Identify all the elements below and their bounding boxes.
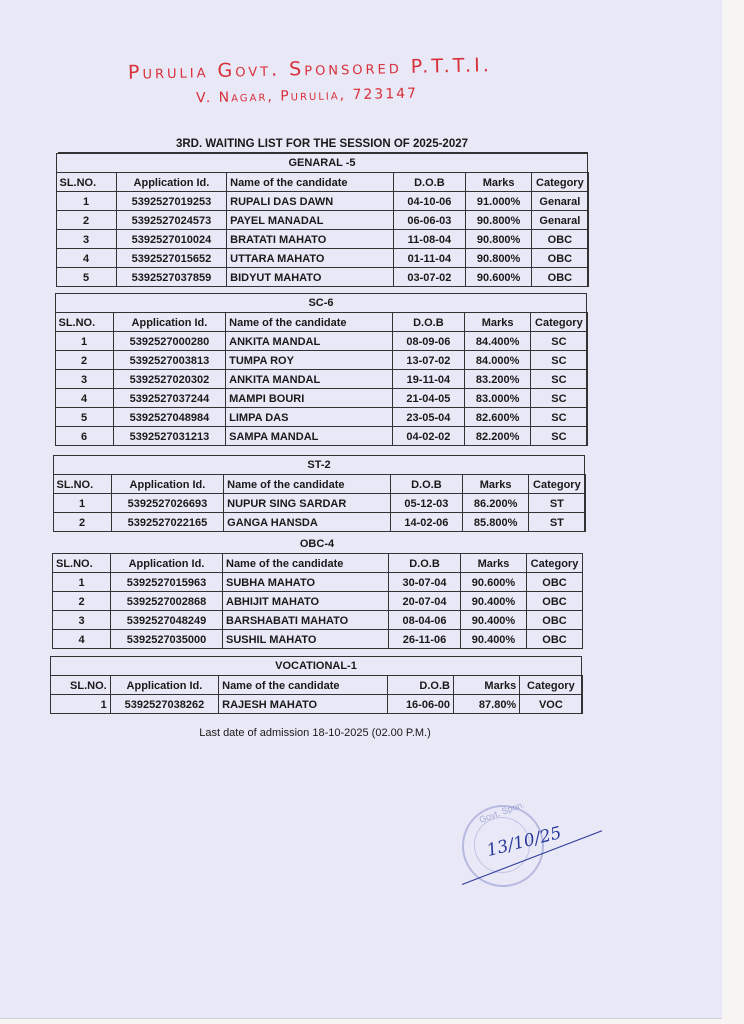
cell-marks: 90.400%: [461, 611, 527, 630]
cell-sl: 3: [55, 370, 113, 389]
cell-marks: 84.000%: [465, 351, 531, 370]
column-header-app-id: Application Id.: [111, 554, 223, 573]
table-row: [53, 630, 583, 649]
cell-category: SC: [531, 332, 587, 351]
cell-marks: 84.400%: [465, 332, 531, 351]
table-row: [53, 513, 585, 532]
table-header-row: [50, 676, 582, 695]
section-sc: [55, 293, 587, 446]
column-header-name: Name of the candidate: [223, 554, 389, 573]
cell-sl: 5: [56, 268, 116, 287]
cell-app-id: 5392527048249: [111, 611, 223, 630]
cell-sl: 6: [55, 427, 113, 446]
column-header-marks: Marks: [466, 173, 532, 192]
table-header-row: [55, 313, 587, 332]
cell-category: OBC: [527, 573, 583, 592]
cell-app-id: 5392527026693: [111, 494, 223, 513]
cell-dob: 16-06-00: [387, 695, 453, 714]
cell-category: OBC: [532, 230, 588, 249]
cell-dob: 04-10-06: [393, 192, 465, 211]
table-row: [56, 230, 588, 249]
cell-marks: 91.000%: [466, 192, 532, 211]
cell-dob: 26-11-06: [389, 630, 461, 649]
cell-sl: 5: [55, 408, 113, 427]
cell-app-id: 5392527002868: [111, 592, 223, 611]
cell-name: SAMPA MANDAL: [226, 427, 393, 446]
cell-sl: 3: [56, 230, 116, 249]
waiting-list-table: [53, 474, 586, 532]
column-header-sl: SL.NO.: [53, 554, 111, 573]
cell-marks: 82.600%: [465, 408, 531, 427]
cell-name: PAYEL MANADAL: [227, 211, 394, 230]
stamp-text: Govt. Spon.: [477, 799, 526, 825]
column-header-category: Category: [520, 676, 582, 695]
cell-dob: 04-02-02: [392, 427, 464, 446]
cell-marks: 82.200%: [465, 427, 531, 446]
admission-deadline-note: Last date of admission 18-10-2025 (02.00 P.M.): [199, 727, 431, 739]
column-header-category: Category: [527, 554, 583, 573]
section-obc: [52, 535, 582, 649]
table-row: [56, 192, 588, 211]
column-header-name: Name of the candidate: [224, 475, 391, 494]
cell-app-id: 5392527024573: [116, 211, 226, 230]
cell-name: RUPALI DAS DAWN: [227, 192, 394, 211]
cell-app-id: 5392527037244: [113, 389, 225, 408]
cell-app-id: 5392527019253: [116, 192, 226, 211]
section-heading: OBC-4: [299, 538, 335, 550]
column-header-category: Category: [529, 475, 585, 494]
table-row: [50, 695, 582, 714]
cell-dob: 23-05-04: [392, 408, 464, 427]
cell-sl: 2: [53, 513, 111, 532]
cell-marks: 86.200%: [463, 494, 529, 513]
cell-category: OBC: [527, 630, 583, 649]
table-row: [55, 427, 587, 446]
column-header-name: Name of the candidate: [226, 313, 393, 332]
cell-app-id: 5392527022165: [111, 513, 223, 532]
cell-name: TUMPA ROY: [226, 351, 393, 370]
cell-dob: 21-04-05: [392, 389, 464, 408]
cell-dob: 14-02-06: [390, 513, 462, 532]
cell-name: ABHIJIT MAHATO: [223, 592, 389, 611]
cell-sl: 1: [56, 192, 116, 211]
institute-name-handwritten: Purulia Govt. Sponsored P.T.T.I.: [127, 54, 492, 84]
cell-name: MAMPI BOURI: [226, 389, 393, 408]
cell-marks: 87.80%: [453, 695, 519, 714]
column-header-app-id: Application Id.: [111, 475, 223, 494]
cell-dob: 08-04-06: [389, 611, 461, 630]
table-row: [55, 351, 587, 370]
section-general: [56, 153, 588, 287]
cell-dob: 08-09-06: [392, 332, 464, 351]
table-header-row: [53, 475, 585, 494]
cell-sl: 4: [53, 630, 111, 649]
cell-sl: 1: [53, 494, 111, 513]
cell-dob: 13-07-02: [392, 351, 464, 370]
cell-app-id: 5392527003813: [113, 351, 225, 370]
column-header-dob: D.O.B: [387, 676, 453, 695]
cell-sl: 2: [56, 211, 116, 230]
cell-marks: 90.400%: [461, 592, 527, 611]
cell-app-id: 5392527020302: [113, 370, 225, 389]
cell-marks: 85.800%: [463, 513, 529, 532]
column-header-sl: SL.NO.: [50, 676, 110, 695]
cell-app-id: 5392527035000: [111, 630, 223, 649]
cell-app-id: 5392527010024: [116, 230, 226, 249]
cell-marks: 83.000%: [465, 389, 531, 408]
cell-category: OBC: [527, 592, 583, 611]
cell-marks: 90.400%: [461, 630, 527, 649]
column-header-marks: Marks: [453, 676, 519, 695]
cell-name: ANKITA MANDAL: [226, 370, 393, 389]
column-header-sl: SL.NO.: [56, 173, 116, 192]
section-heading: VOCATIONAL-1: [275, 660, 357, 672]
signature-date: 13/10/25: [484, 823, 564, 861]
table-header-row: [56, 173, 588, 192]
cell-app-id: 5392527015652: [116, 249, 226, 268]
cell-dob: 03-07-02: [393, 268, 465, 287]
cell-sl: 2: [55, 351, 113, 370]
cell-marks: 90.600%: [466, 268, 532, 287]
cell-category: SC: [531, 408, 587, 427]
cell-dob: 06-06-03: [393, 211, 465, 230]
cell-name: RAJESH MAHATO: [219, 695, 388, 714]
waiting-list-table: [50, 675, 583, 714]
column-header-marks: Marks: [463, 475, 529, 494]
cell-category: Genaral: [532, 192, 588, 211]
cell-app-id: 5392527038262: [110, 695, 218, 714]
table-row: [53, 592, 583, 611]
cell-app-id: 5392527031213: [113, 427, 225, 446]
column-header-name: Name of the candidate: [227, 173, 394, 192]
column-header-sl: SL.NO.: [55, 313, 113, 332]
cell-name: SUSHIL MAHATO: [223, 630, 389, 649]
waiting-list-table: [55, 312, 588, 446]
column-header-dob: D.O.B: [390, 475, 462, 494]
column-header-app-id: Application Id.: [113, 313, 225, 332]
cell-marks: 90.800%: [466, 230, 532, 249]
column-header-category: Category: [531, 313, 587, 332]
table-row: [55, 408, 587, 427]
cell-name: NUPUR SING SARDAR: [224, 494, 391, 513]
section-heading: GENARAL -5: [288, 157, 356, 169]
cell-category: OBC: [527, 611, 583, 630]
cell-sl: 4: [56, 249, 116, 268]
cell-category: ST: [529, 513, 585, 532]
cell-sl: 1: [55, 332, 113, 351]
cell-sl: 3: [53, 611, 111, 630]
cell-name: ANKITA MANDAL: [226, 332, 393, 351]
table-row: [53, 611, 583, 630]
column-header-dob: D.O.B: [392, 313, 464, 332]
section-st: [53, 455, 585, 532]
section-vocational: [50, 656, 582, 714]
cell-dob: 30-07-04: [389, 573, 461, 592]
column-header-app-id: Application Id.: [116, 173, 226, 192]
cell-app-id: 5392527015963: [111, 573, 223, 592]
table-row: [56, 268, 588, 287]
column-header-dob: D.O.B: [389, 554, 461, 573]
cell-sl: 1: [53, 573, 111, 592]
institute-address-handwritten: V. Nagar, Purulia, 723147: [195, 85, 419, 107]
column-header-name: Name of the candidate: [219, 676, 388, 695]
waiting-list-table: [52, 553, 583, 649]
cell-dob: 19-11-04: [392, 370, 464, 389]
waiting-list-table: [56, 172, 589, 287]
column-header-category: Category: [532, 173, 588, 192]
column-header-dob: D.O.B: [393, 173, 465, 192]
cell-name: LIMPA DAS: [226, 408, 393, 427]
cell-dob: 20-07-04: [389, 592, 461, 611]
cell-category: OBC: [532, 268, 588, 287]
cell-category: OBC: [532, 249, 588, 268]
cell-marks: 90.600%: [461, 573, 527, 592]
cell-category: SC: [531, 370, 587, 389]
column-header-app-id: Application Id.: [110, 676, 218, 695]
cell-name: GANGA HANSDA: [224, 513, 391, 532]
cell-app-id: 5392527037859: [116, 268, 226, 287]
table-row: [56, 211, 588, 230]
cell-category: Genaral: [532, 211, 588, 230]
cell-marks: 90.800%: [466, 249, 532, 268]
table-row: [53, 494, 585, 513]
cell-category: VOC: [520, 695, 582, 714]
cell-marks: 83.200%: [465, 370, 531, 389]
table-header-row: [53, 554, 583, 573]
table-row: [55, 332, 587, 351]
cell-category: SC: [531, 351, 587, 370]
cell-category: ST: [529, 494, 585, 513]
section-heading: ST-2: [307, 459, 331, 471]
cell-dob: 01-11-04: [393, 249, 465, 268]
column-header-marks: Marks: [465, 313, 531, 332]
cell-dob: 05-12-03: [390, 494, 462, 513]
table-row: [55, 370, 587, 389]
cell-marks: 90.800%: [466, 211, 532, 230]
column-header-sl: SL.NO.: [53, 475, 111, 494]
cell-name: BIDYUT MAHATO: [227, 268, 394, 287]
document-title: 3RD. WAITING LIST FOR THE SESSION OF 2025-2027: [175, 138, 469, 150]
cell-sl: 2: [53, 592, 111, 611]
column-header-marks: Marks: [461, 554, 527, 573]
cell-dob: 11-08-04: [393, 230, 465, 249]
cell-name: BARSHABATI MAHATO: [223, 611, 389, 630]
cell-category: SC: [531, 427, 587, 446]
cell-category: SC: [531, 389, 587, 408]
cell-sl: 1: [50, 695, 110, 714]
cell-name: BRATATI MAHATO: [227, 230, 394, 249]
cell-app-id: 5392527048984: [113, 408, 225, 427]
section-heading: SC-6: [308, 297, 334, 309]
cell-sl: 4: [55, 389, 113, 408]
table-row: [53, 573, 583, 592]
cell-name: SUBHA MAHATO: [223, 573, 389, 592]
cell-app-id: 5392527000280: [113, 332, 225, 351]
table-row: [56, 249, 588, 268]
table-row: [55, 389, 587, 408]
cell-name: UTTARA MAHATO: [227, 249, 394, 268]
